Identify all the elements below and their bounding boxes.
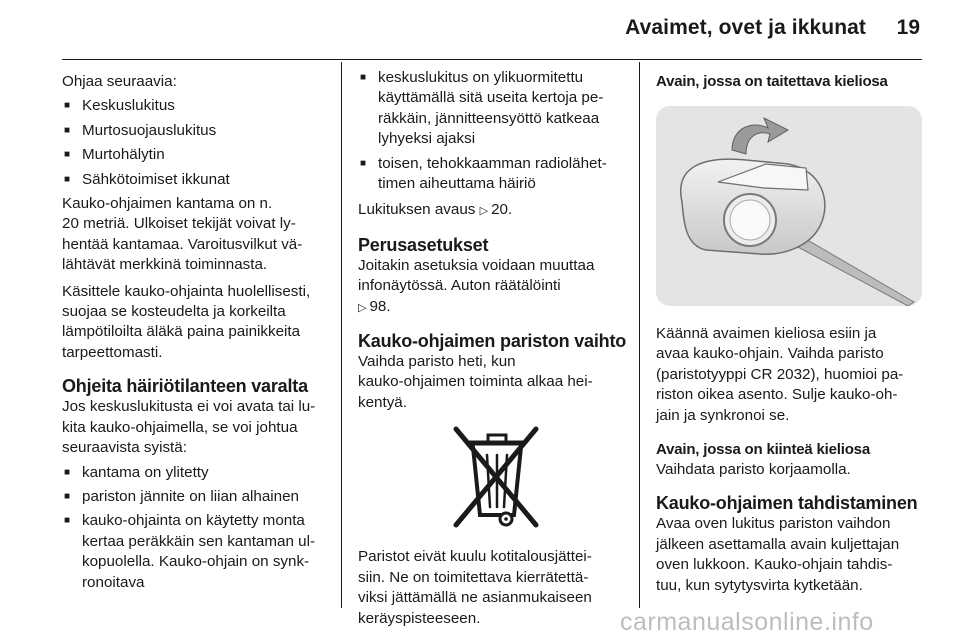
page-number: 19 bbox=[896, 16, 920, 39]
list-item: ■ Murtohälytin bbox=[62, 145, 332, 165]
heading-folding-key: Avain, jossa on taitettava kieliosa bbox=[656, 73, 888, 90]
care-paragraph: Käsittele kauko-ohjainta huolellisesti, suojaa se kosteudelta ja korkeilta lämpötiloilta äläkä paina painikkeita tarpeettomasti. bbox=[62, 282, 311, 361]
basic-settings-paragraph: Joitakin asetuksia voidaan muuttaa infonäytössä. Auton räätälöinti ▷ 98. bbox=[358, 256, 634, 318]
header-divider bbox=[62, 59, 922, 60]
heading-sync: Kauko-ohjaimen tahdistaminen bbox=[656, 493, 918, 514]
column-divider-2 bbox=[639, 62, 640, 608]
column-right bbox=[656, 72, 922, 596]
list-item: ■ keskuslukitus on ylikuormitettu käyttämällä sitä useita kertoja pe- räkkäin, jännitteensyöttö katkeaa lyhyeksi ajaksi bbox=[358, 68, 634, 150]
list-item: ■ kantama on ylitetty bbox=[62, 463, 332, 483]
intro-text: Ohjaa seuraavia: bbox=[62, 73, 177, 90]
list-item: ■ Sähkötoimiset ikkunat bbox=[62, 170, 332, 190]
heading-battery-change: Kauko-ohjaimen pariston vaihto bbox=[358, 331, 627, 352]
list-item: ■ toisen, tehokkaamman radiolähet- timen aiheuttama häiriö bbox=[358, 154, 634, 195]
recycle-bin-icon bbox=[358, 423, 634, 539]
disposal-paragraph: Paristot eivät kuulu kotitalousjättei- siin. Ne on toimitettava kierrätettä- viksi jättämällä ne asianmukaiseen keräyspisteeseen. bbox=[358, 548, 592, 627]
folding-key-paragraph: Käännä avaimen kieliosa esiin ja avaa kauko-ohjain. Vaihda paristo (paristotyyppi CR 2032), huomioi pa- riston oikea asento. Sulje kauko-oh- jain ja synkronoi se. bbox=[656, 325, 904, 424]
watermark: carmanualsonline.info bbox=[620, 608, 874, 636]
battery-paragraph: Vaihda paristo heti, kun kauko-ohjaimen toiminta alkaa hei- kentyä. bbox=[358, 353, 593, 411]
column-middle bbox=[358, 69, 634, 629]
column-divider-1 bbox=[341, 62, 342, 608]
column-left bbox=[62, 72, 332, 593]
heading-basic-settings: Perusasetukset bbox=[358, 234, 489, 255]
list-item: ■ kauko-ohjainta on käytetty monta kertaa peräkkäin sen kantaman ul- kopuolella. Kauko-ohjain on synk- ronoitava bbox=[62, 511, 332, 593]
list-item: ■ Murtosuojauslukitus bbox=[62, 121, 332, 141]
list-item: ■ Keskuslukitus bbox=[62, 96, 332, 116]
page-ref[interactable]: ▷ 20. bbox=[480, 201, 513, 218]
unlock-reference: Lukituksen avaus ▷ 20. bbox=[358, 200, 634, 221]
trouble-paragraph: Jos keskuslukitusta ei voi avata tai lu- kita kauko-ohjaimella, se voi johtua seuraavista syistä: bbox=[62, 398, 316, 457]
range-paragraph: Kauko-ohjaimen kantama on n. 20 metriä. Ulkoiset tekijät voivat ly- hentää kantamaa. Varoitusvilkut vä- lähtävät merkkinä toiminnasta. bbox=[62, 195, 303, 274]
list-item: ■ pariston jännite on liian alhainen bbox=[62, 487, 332, 507]
page-ref[interactable]: ▷ 98. bbox=[358, 298, 391, 315]
key-battery-illustration bbox=[656, 106, 922, 306]
heading-fixed-key: Avain, jossa on kiinteä kieliosa bbox=[656, 441, 870, 459]
sync-paragraph: Avaa oven lukitus pariston vaihdon jälkeen asettamalla avain kuljettajan oven lukkoon. Kauko-ohjain tahdis- tuu, kun sytytysvirta kytketään. bbox=[656, 515, 900, 594]
page-title: Avaimet, ovet ja ikkunat bbox=[625, 16, 866, 39]
heading-trouble: Ohjeita häiriötilanteen varalta bbox=[62, 376, 308, 397]
fixed-key-paragraph: Vaihdata paristo korjaamolla. bbox=[656, 461, 851, 479]
page-header bbox=[0, 0, 960, 60]
